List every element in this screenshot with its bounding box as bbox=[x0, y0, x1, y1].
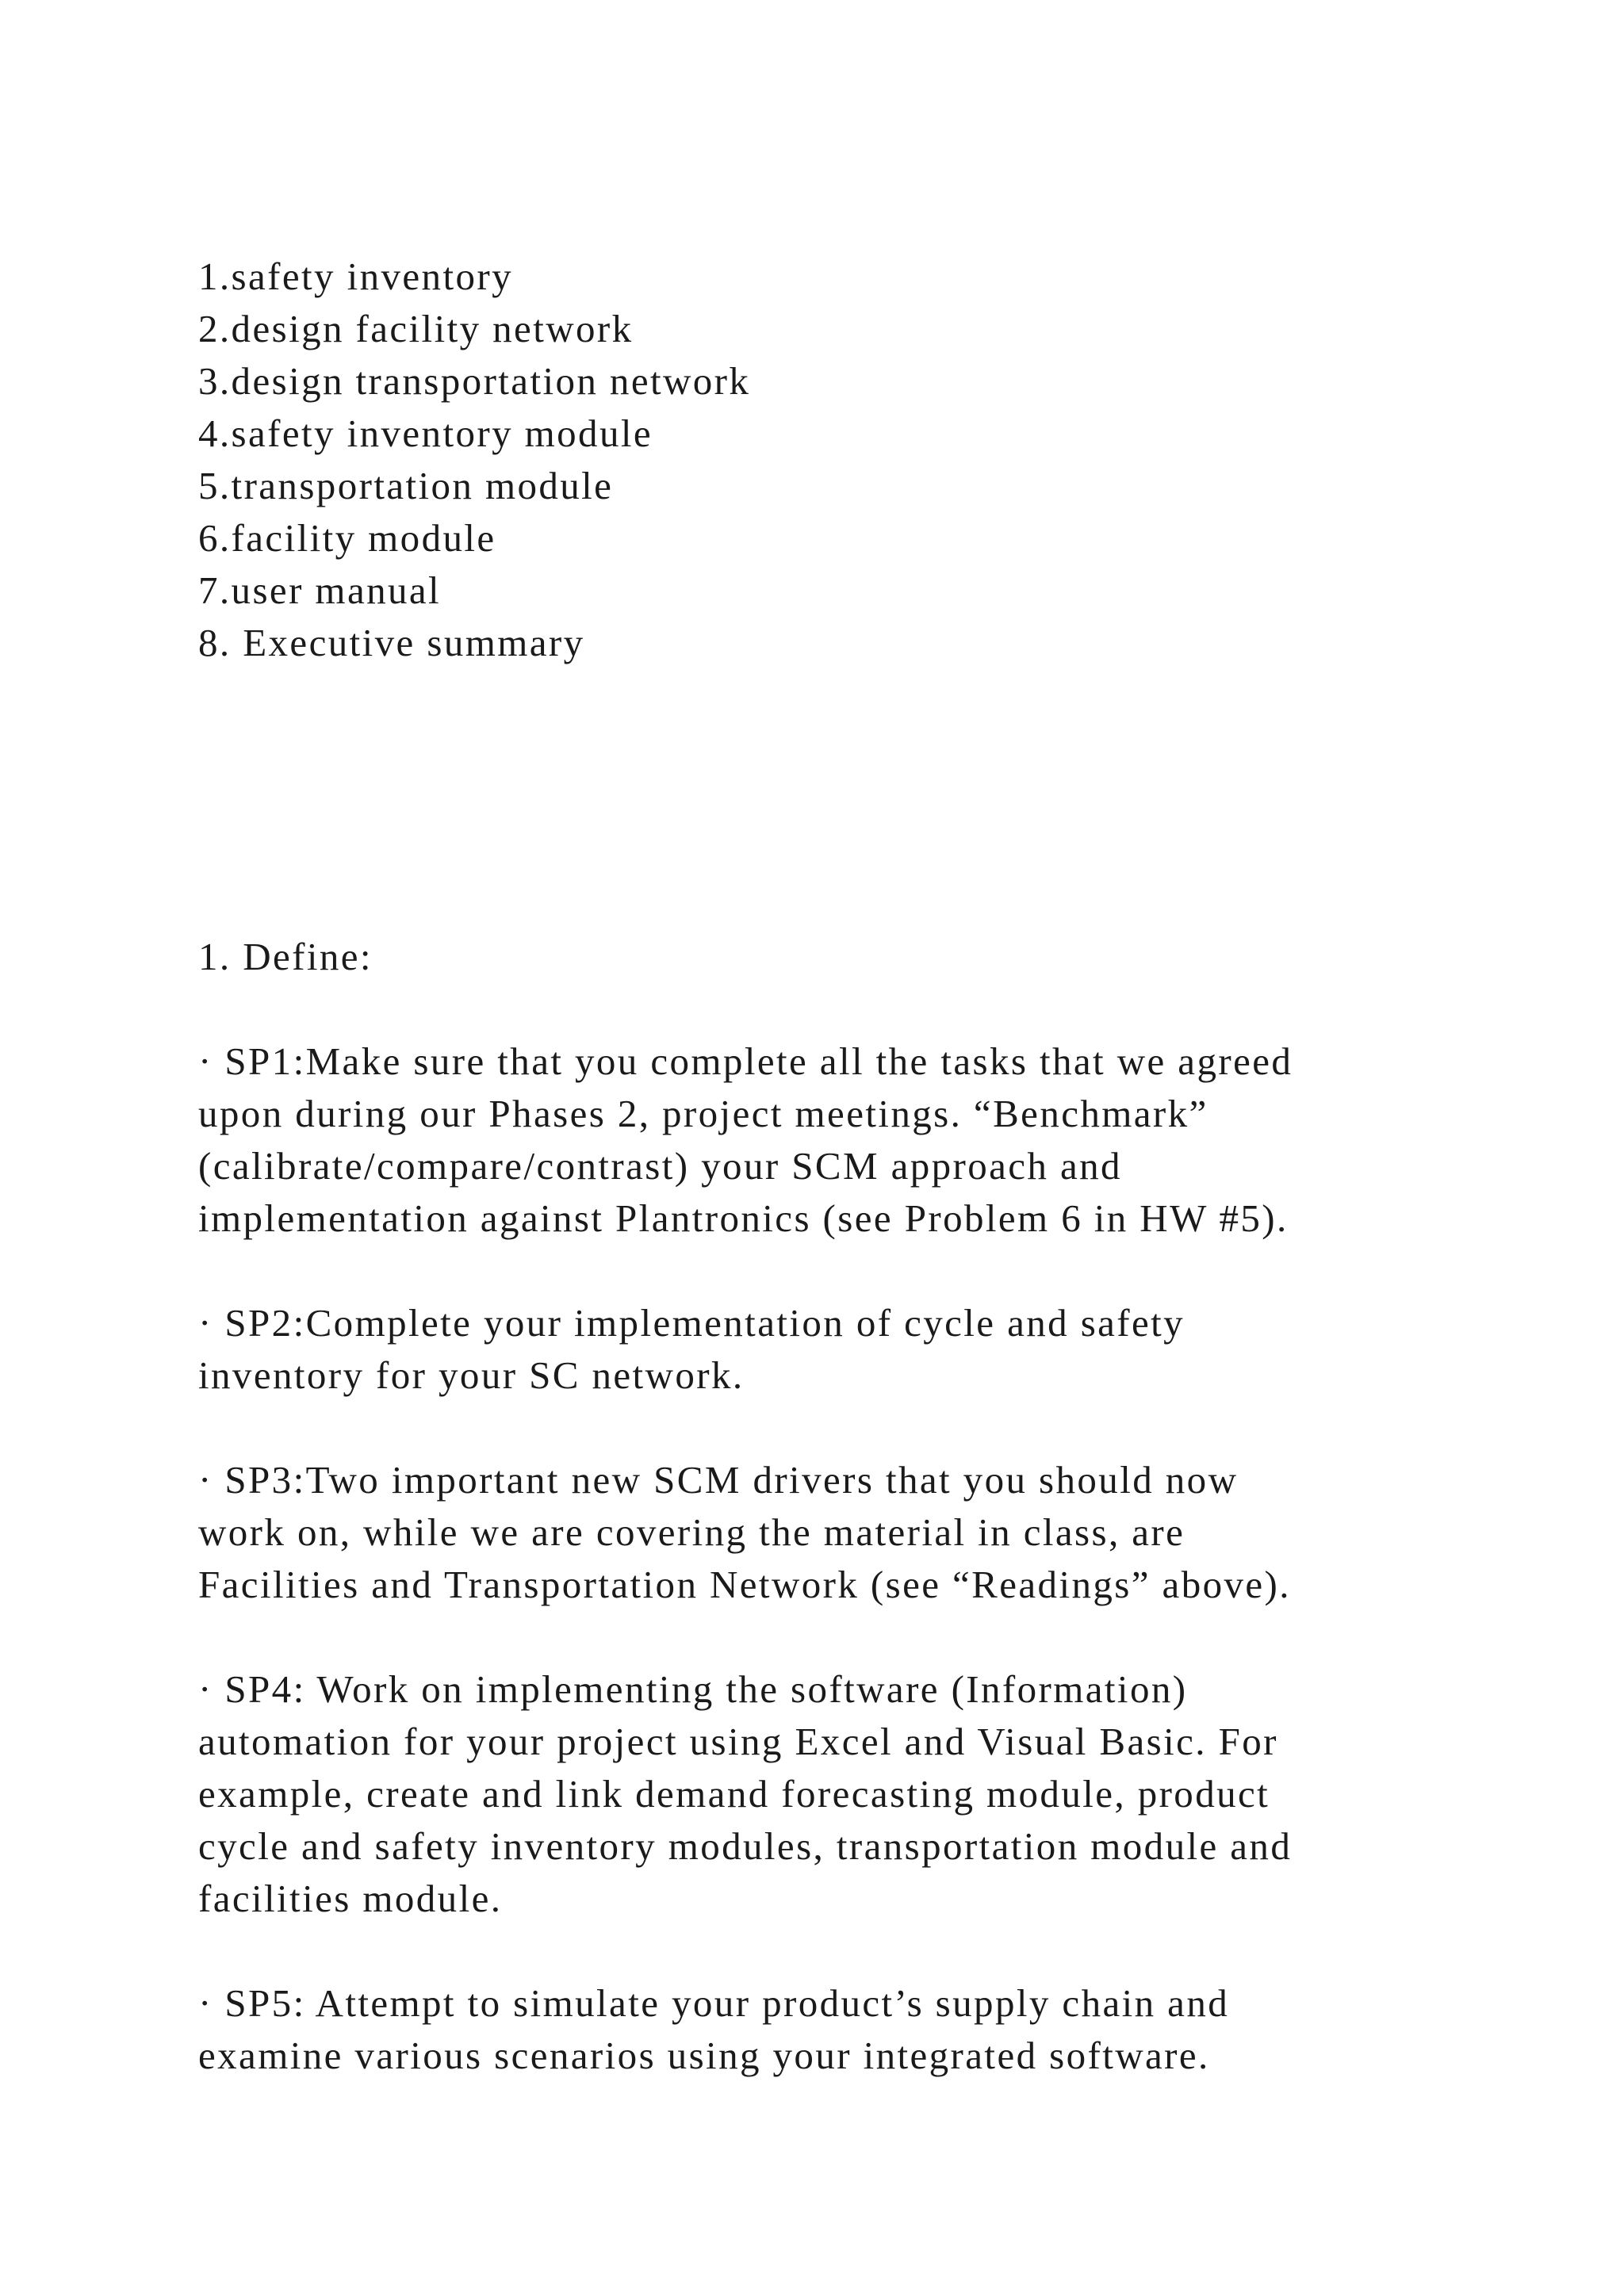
task-list-item: 2.design facility network bbox=[198, 307, 634, 350]
task-list-item: 1.safety inventory bbox=[198, 254, 513, 298]
section-spacer bbox=[198, 669, 1435, 931]
paragraph-line: example, create and link demand forecasting module, product bbox=[198, 1772, 1270, 1816]
subproject-paragraph-sp4 bbox=[198, 1663, 1435, 1925]
define-heading: 1. Define: bbox=[198, 935, 373, 978]
task-list-item: 6.facility module bbox=[198, 516, 496, 560]
paragraph-line: (calibrate/compare/contrast) your SCM approach and bbox=[198, 1144, 1122, 1188]
subproject-paragraph-sp2 bbox=[198, 1297, 1435, 1402]
paragraph-line: implementation against Plantronics (see Problem 6 in HW #5). bbox=[198, 1196, 1289, 1240]
task-list bbox=[198, 251, 1435, 669]
paragraph-line: automation for your project using Excel and Visual Basic. For bbox=[198, 1720, 1278, 1763]
paragraph-line: cycle and safety inventory modules, transportation module and bbox=[198, 1824, 1293, 1868]
subproject-paragraph-sp3 bbox=[198, 1454, 1435, 1611]
paragraph-line: · SP5: Attempt to simulate your product’s supply chain and bbox=[198, 1981, 1230, 2025]
paragraph-line: · SP4: Work on implementing the software (Information) bbox=[198, 1667, 1188, 1711]
paragraph-line: · SP2:Complete your implementation of cycle and safety bbox=[198, 1301, 1185, 1345]
subproject-paragraph-sp1 bbox=[198, 1035, 1435, 1245]
task-list-item: 4.safety inventory module bbox=[198, 411, 653, 455]
paragraph-line: work on, while we are covering the material in class, are bbox=[198, 1510, 1185, 1554]
document-body bbox=[198, 251, 1435, 2082]
paragraph-line: Facilities and Transportation Network (see “Readings” above). bbox=[198, 1563, 1291, 1606]
task-list-item: 8. Executive summary bbox=[198, 621, 585, 664]
paragraph-line: upon during our Phases 2, project meetings. “Benchmark” bbox=[198, 1092, 1208, 1135]
paragraph-line: · SP3:Two important new SCM drivers that you should now bbox=[198, 1458, 1239, 1502]
paragraph-line: facilities module. bbox=[198, 1877, 503, 1920]
subproject-paragraph-sp5 bbox=[198, 1977, 1435, 2082]
paragraph-line: · SP1:Make sure that you complete all the tasks that we agreed bbox=[198, 1039, 1293, 1083]
task-list-item: 5.transportation module bbox=[198, 464, 614, 507]
paragraph-line: examine various scenarios using your integrated software. bbox=[198, 2034, 1210, 2077]
task-list-item: 3.design transportation network bbox=[198, 359, 751, 403]
task-list-item: 7.user manual bbox=[198, 568, 442, 612]
paragraph-line: inventory for your SC network. bbox=[198, 1353, 745, 1397]
